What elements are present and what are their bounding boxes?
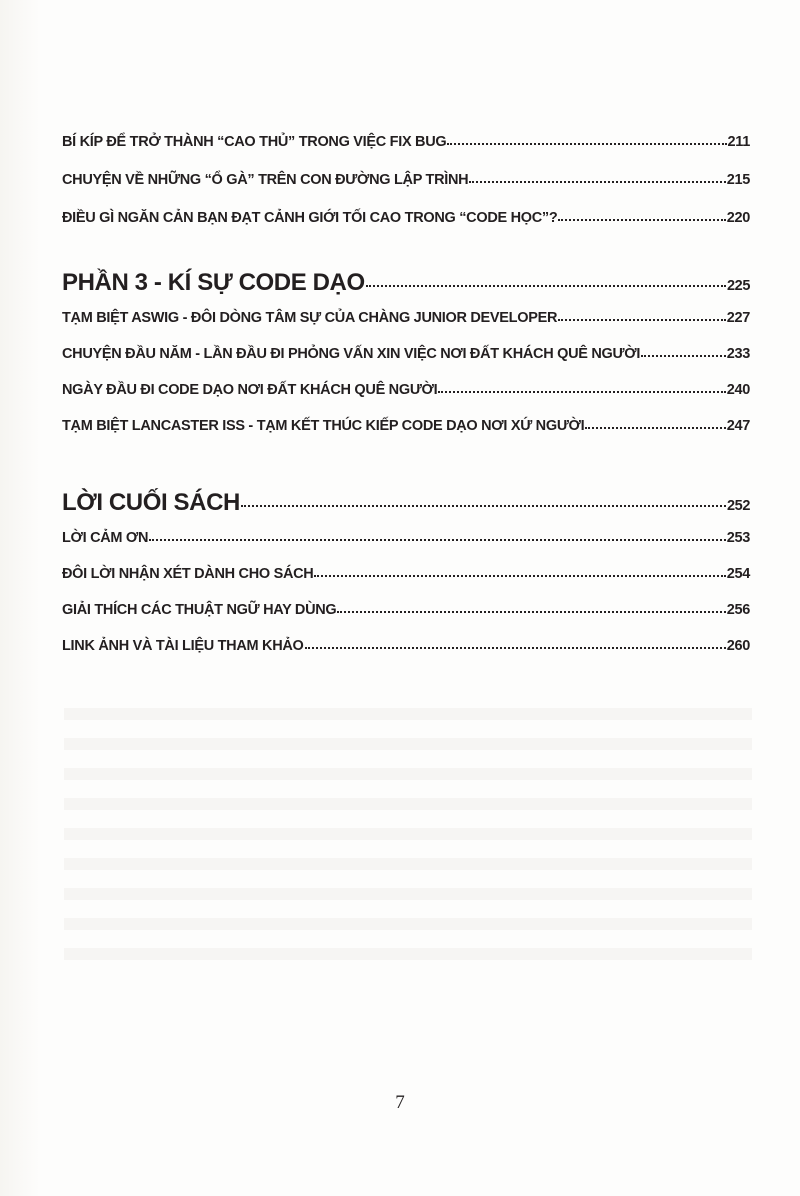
toc-part-heading[interactable] <box>62 266 750 300</box>
part-page: 252 <box>727 498 750 514</box>
toc-entry[interactable] <box>62 598 750 622</box>
part-title: PHẦN 3 - KÍ SỰ CODE DẠO <box>62 269 365 296</box>
toc-entry-page: 227 <box>726 310 750 326</box>
toc-entry-page: 256 <box>726 602 750 618</box>
toc-section-afterword <box>62 486 750 658</box>
dot-leader <box>337 600 725 615</box>
toc-entry-title: LINK ẢNH VÀ TÀI LIỆU THAM KHẢO <box>62 638 304 654</box>
toc-section-part-3 <box>62 266 750 438</box>
toc-entry[interactable] <box>62 378 750 402</box>
dot-leader <box>366 266 726 290</box>
toc-entry-page: 253 <box>726 530 750 546</box>
toc-entry[interactable] <box>62 306 750 330</box>
toc-entry[interactable] <box>62 634 750 658</box>
dot-leader <box>438 380 725 395</box>
part-page: 225 <box>727 278 750 294</box>
dot-leader <box>447 132 726 147</box>
part-title: LỜI CUỐI SÁCH <box>62 489 240 516</box>
toc-entry-title: CHUYỆN VỀ NHỮNG “Ổ GÀ” TRÊN CON ĐƯỜNG LẬP TRÌNH <box>62 172 469 188</box>
reverse-side-bleed-through <box>64 690 752 970</box>
page-number: 7 <box>395 1092 405 1113</box>
dot-leader <box>641 344 726 359</box>
toc-entry[interactable] <box>62 562 750 586</box>
toc-entry-title: CHUYỆN ĐẦU NĂM - LẦN ĐẦU ĐI PHỎNG VẤN XIN VIỆC NƠI ĐẤT KHÁCH QUÊ NGƯỜI <box>62 346 641 362</box>
toc-entry-title: ĐIỀU GÌ NGĂN CẢN BẠN ĐẠT CẢNH GIỚI TỐI CAO TRONG “CODE HỌC”? <box>62 210 558 226</box>
toc-entry-title: GIẢI THÍCH CÁC THUẬT NGỮ HAY DÙNG <box>62 602 337 618</box>
dot-leader <box>558 208 725 223</box>
toc-entry-page: 220 <box>726 210 750 226</box>
toc-entry-title: TẠM BIỆT ASWIG - ĐÔI DÒNG TÂM SỰ CỦA CHÀNG JUNIOR DEVELOPER <box>62 310 558 326</box>
dot-leader <box>149 528 726 543</box>
toc-entry-title: BÍ KÍP ĐỂ TRỞ THÀNH “CAO THỦ” TRONG VIỆC FIX BUG <box>62 134 447 150</box>
toc-entry-page: 240 <box>726 382 750 398</box>
dot-leader <box>305 636 726 651</box>
dot-leader <box>314 564 725 579</box>
toc-entry-title: ĐÔI LỜI NHẬN XÉT DÀNH CHO SÁCH <box>62 566 314 582</box>
toc-entry-page: 254 <box>726 566 750 582</box>
toc-entry[interactable] <box>62 130 750 154</box>
toc-entry-title: TẠM BIỆT LANCASTER ISS - TẠM KẾT THÚC KIẾP CODE DẠO NƠI XỨ NGƯỜI <box>62 418 585 434</box>
toc-section-part-2-continued <box>62 130 750 230</box>
toc-entry-page: 211 <box>727 134 750 150</box>
toc-entry-page: 215 <box>726 172 750 188</box>
toc-entry[interactable] <box>62 414 750 438</box>
toc-entry-page: 260 <box>726 638 750 654</box>
toc-entry-page: 233 <box>726 346 750 362</box>
dot-leader <box>469 170 725 185</box>
toc-entry-page: 247 <box>726 418 750 434</box>
toc-entry[interactable] <box>62 168 750 192</box>
toc-entry-title: NGÀY ĐẦU ĐI CODE DẠO NƠI ĐẤT KHÁCH QUÊ NGƯỜI <box>62 382 438 398</box>
toc-part-heading[interactable] <box>62 486 750 520</box>
toc-entry-title: LỜI CẢM ƠN <box>62 530 149 546</box>
dot-leader <box>558 308 726 323</box>
toc-entry[interactable] <box>62 206 750 230</box>
toc-entry[interactable] <box>62 342 750 366</box>
toc-entry[interactable] <box>62 526 750 550</box>
dot-leader <box>241 486 726 510</box>
dot-leader <box>585 416 725 431</box>
